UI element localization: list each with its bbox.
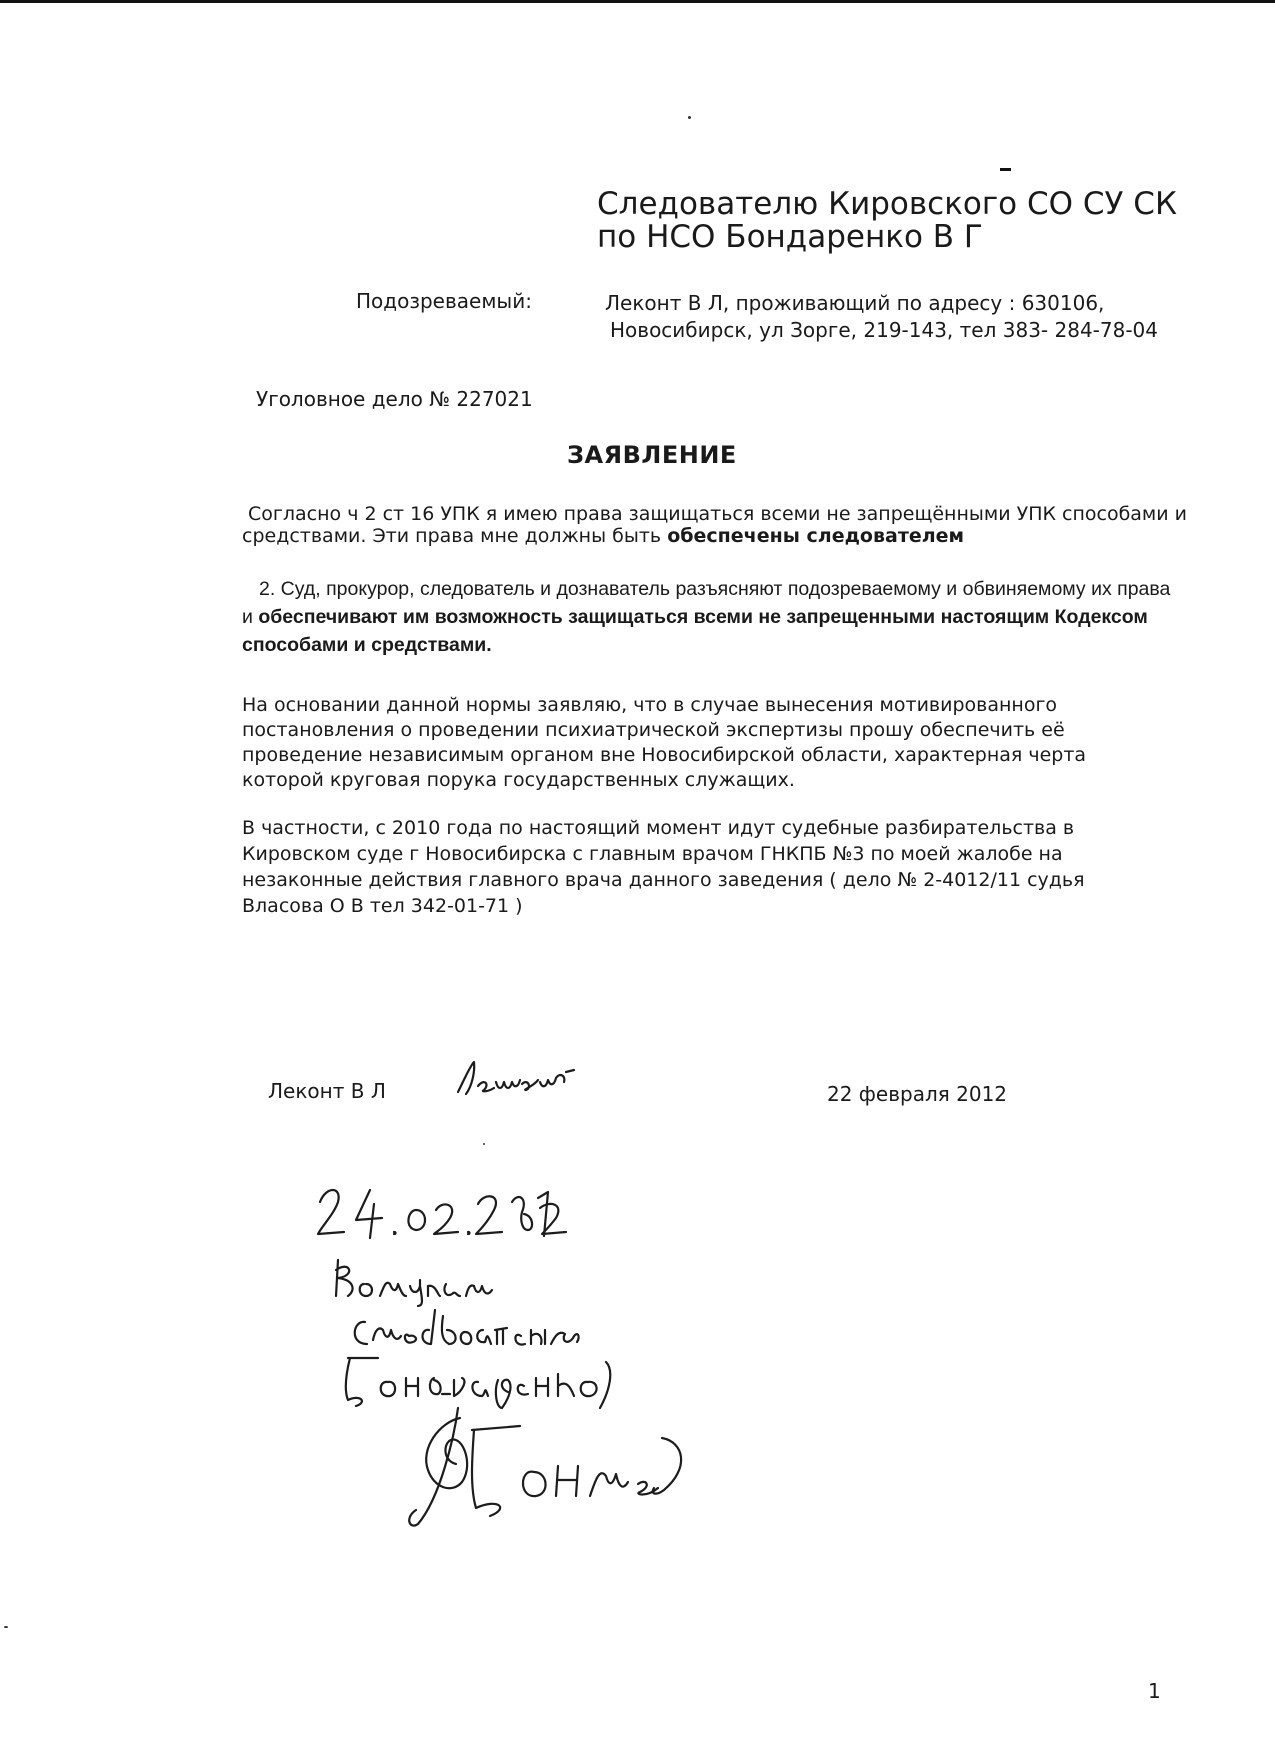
- corner-dash: [1000, 168, 1011, 171]
- addressee-line-1: Следователю Кировского СО СУ СК: [597, 186, 1177, 222]
- paragraph-3-line-3: проведение независимым органом вне Новосибирской области, характерная черта: [242, 744, 1087, 766]
- paragraph-1-bold: обеспечены следователем: [667, 525, 965, 547]
- document-title: ЗАЯВЛЕНИЕ: [567, 441, 737, 469]
- suspect-line-2: Новосибирск, ул Зорге, 219-143, тел 383- 284-78-04: [610, 318, 1158, 342]
- scan-speck-1: [688, 116, 691, 119]
- paragraph-2-line-1: 2. Суд, прокурор, следователь и дознаватель разъясняют подозреваемому и обвиняемому их права: [259, 578, 1171, 600]
- scan-top-edge: [0, 0, 1275, 3]
- paragraph-2-bold: обеспечивают им возможность защищаться всеми не запрещенными настоящим Кодексом: [258, 606, 1148, 628]
- paragraph-3-line-1: На основании данной нормы заявляю, что в случае вынесения мотивированного: [242, 694, 1058, 716]
- receipt-date-handwriting: [312, 1180, 572, 1250]
- scan-speck-2: [483, 1143, 485, 1145]
- paragraph-1-plain: средствами. Эти права мне должны быть: [242, 525, 662, 547]
- paragraph-2-line-2: [242, 603, 1148, 631]
- case-number: Уголовное дело № 227021: [256, 387, 533, 411]
- signer-name: Леконт В Л: [268, 1079, 386, 1103]
- paragraph-2-plain: и: [242, 606, 253, 628]
- page-number: 1: [1148, 1679, 1161, 1703]
- paragraph-4-line-3: незаконные действия главного врача данного заведения ( дело № 2-4012/11 судья: [242, 869, 1085, 891]
- paragraph-2-line-3: [242, 631, 492, 659]
- paragraph-3-line-4: которой круговая порука государственных служащих.: [242, 769, 795, 791]
- addressee-line-2: по НСО Бондаренко В Г: [597, 219, 983, 255]
- investigator-signature: [400, 1398, 700, 1528]
- paragraph-4-line-1: В частности, с 2010 года по настоящий момент идут судебные разбирательства в: [242, 817, 1075, 839]
- paragraph-1-line-1: Согласно ч 2 ст 16 УПК я имею права защищаться всеми не запрещёнными УПК способами и: [248, 503, 1188, 525]
- paragraph-4-line-4: Власова О В тел 342-01-71 ): [242, 895, 523, 917]
- suspect-label: Подозреваемый:: [356, 289, 532, 313]
- applicant-signature: [448, 1052, 598, 1102]
- paragraph-2-bold-end: способами и средствами.: [242, 634, 492, 656]
- paragraph-3-line-2: постановления о проведении психиатрической экспертизы прошу обеспечить её: [242, 719, 1065, 741]
- paragraph-4-line-2: Кировском суде г Новосибирска с главным врачом ГНКПБ №3 по моей жалобе на: [242, 843, 1063, 865]
- document-date: 22 февраля 2012: [827, 1082, 1008, 1106]
- suspect-line-1: Леконт В Л, проживающий по адресу : 630106,: [605, 291, 1105, 315]
- scan-speck-3: [4, 1626, 8, 1628]
- paragraph-1-line-2: [242, 524, 964, 549]
